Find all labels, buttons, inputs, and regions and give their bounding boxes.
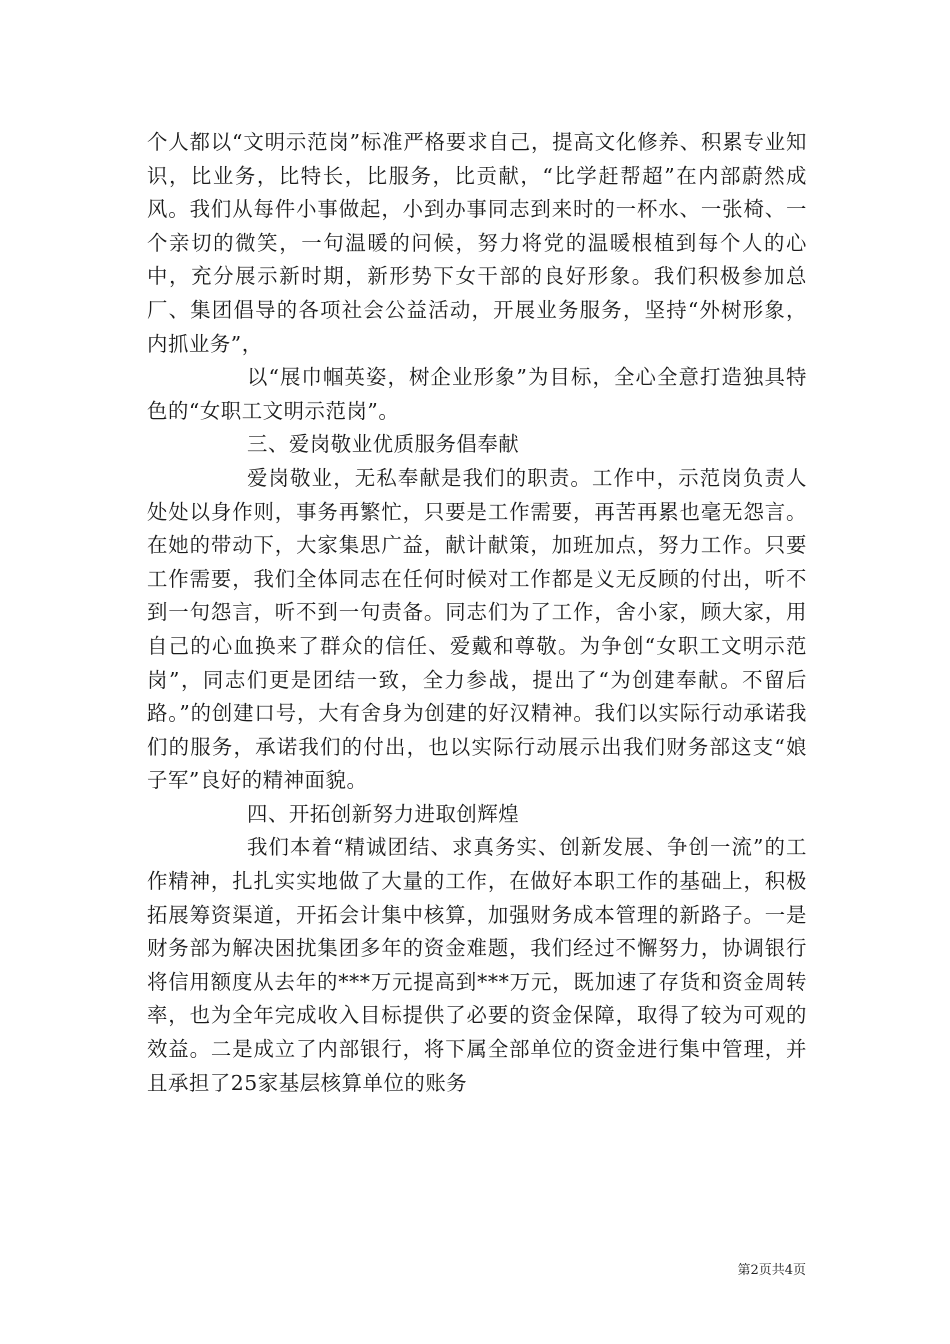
- section-heading-4: 四、开拓创新努力进取创辉煌: [247, 801, 520, 826]
- paragraph-goal: 以“展巾帼英姿，树企业形象”为目标，全心全意打造独具特色的“女职工文明示范岗”。: [147, 365, 807, 423]
- paragraph-dedication: 爱岗敬业，无私奉献是我们的职责。工作中，示范岗负责人处处以身作则，事务再繁忙，只要是工作需要，再苦再累也毫无怨言。在她的带动下，大家集思广益，献计献策，加班加点，努力工作。只要工作需要，我们全体同志在任何时候对工作都是义无反顾的付出，听不到一句怨言，听不到一句责备。同志们为了工作，舍小家，顾大家，用自己的心血换来了群众的信任、爱戴和尊敬。为争创“女职工文明示范岗”，同志们更是团结一致，全力参战，提出了“为创建奉献。不留后路。”的创建口号，大有舍身为创建的好汉精神。我们以实际行动承诺我们的服务，承诺我们的付出，也以实际行动展示出我们财务部这支“娘子军”良好的精神面貌。: [147, 465, 807, 793]
- page-number-footer: 第2页共4页: [737, 1263, 806, 1278]
- section-heading-3: 三、爱岗敬业优质服务倡奉献: [247, 432, 520, 457]
- paragraph-intro: 个人都以“文明示范岗”标准严格要求自己，提高文化修养、积累专业知识，比业务，比特长，比服务，比贡献，“比学赶帮超”在内部蔚然成风。我们从每件小事做起，小到办事同志到来时的一杯水、一张椅、一个亲切的微笑，一句温暖的问候，努力将党的温暖根植到每个人的心中，充分展示新时期，新形势下女干部的良好形象。我们积极参加总厂、集团倡导的各项社会公益活动，开展业务服务，坚持“外树形象，内抓业务”，: [147, 130, 807, 356]
- paragraph-innovation: 我们本着“精诚团结、求真务实、创新发展、争创一流”的工作精神，扎扎实实地做了大量的工作，在做好本职工作的基础上，积极拓展筹资渠道，开拓会计集中核算，加强财务成本管理的新路子。一是财务部为解决困扰集团多年的资金难题，我们经过不懈努力，协调银行将信用额度从去年的***万元提高到***万元，既加速了存货和资金周转率，也为全年完成收入目标提供了必要的资金保障，取得了较为可观的效益。二是成立了内部银行，将下属全部单位的资金进行集中管理，并且承担了25家基层核算单位的账务: [147, 835, 807, 1095]
- document-body: [147, 126, 807, 1100]
